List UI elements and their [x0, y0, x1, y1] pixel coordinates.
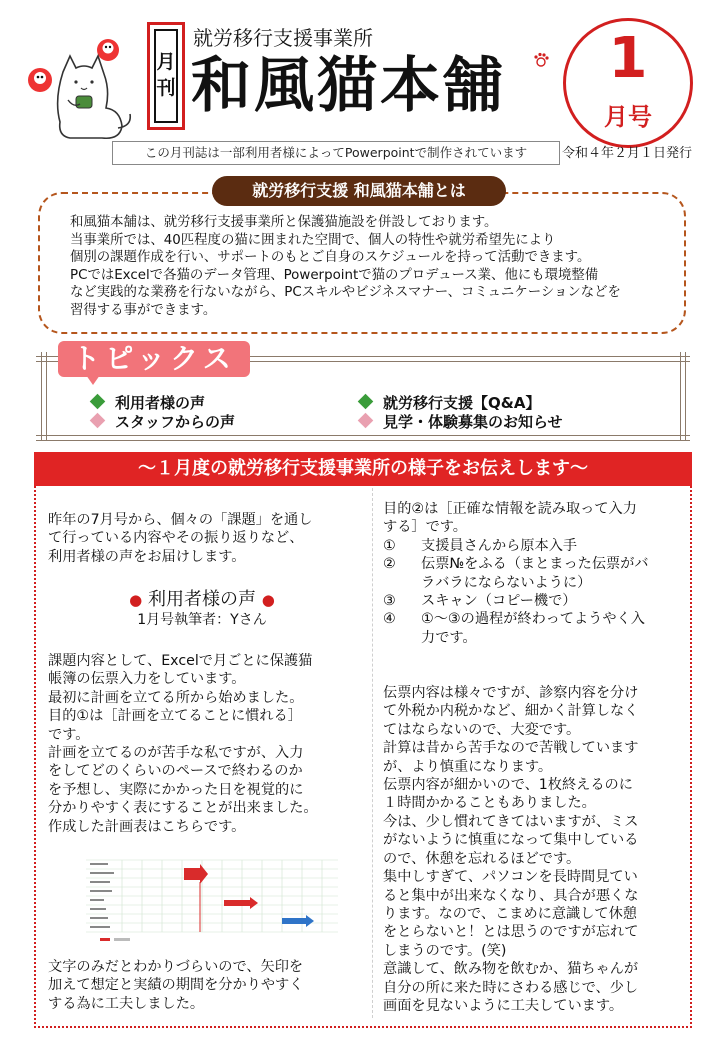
text-line: がないように慎重になって集中している [383, 832, 639, 849]
office-label: 就労移行支援事業所 [193, 26, 373, 50]
topics-rule-right [680, 352, 681, 440]
right-column-text [383, 500, 649, 1015]
about-line: 習得する事ができます。 [70, 302, 217, 318]
left-body-text [48, 652, 318, 836]
topics-rule-left [41, 352, 42, 440]
issue-number: 1 [608, 26, 648, 91]
step-number: ④ [383, 611, 396, 628]
topics-rule-right-2 [685, 352, 686, 440]
step-item-continued [383, 574, 649, 592]
step-text: ①～③の過程が終わってようやく入 [421, 611, 645, 628]
step-number: ③ [383, 593, 396, 610]
text-line: しまうのです。(笑) [383, 942, 507, 959]
step-item-continued [383, 629, 649, 647]
production-note: この月刊誌は一部利用者様によってPowerpointで制作されています [112, 141, 560, 165]
text-line: する為に工夫しました。 [48, 995, 205, 1012]
text-line: 自分の所に来た時にさわる感じで、少し [383, 979, 639, 996]
step-item [383, 610, 649, 628]
cat-mascot-illustration [18, 30, 138, 150]
text-line: 分かりやすく表にすることが出来ました。 [48, 800, 318, 817]
intro-text [48, 511, 312, 566]
left-after-chart-text [48, 958, 303, 1013]
text-line: ると集中が出来なくなり、具合が悪くな [383, 887, 639, 904]
text-line: ります。なので、こまめに意識して休憩 [383, 905, 637, 922]
step-number: ② [383, 556, 396, 573]
text-line: １時間かかることもありました。 [383, 795, 596, 812]
text-line: 加えて想定と実績の期間を分かりやすく [48, 977, 304, 994]
step-item [383, 592, 649, 610]
text-line: を予想し、実際にかかった日を視覚的に [48, 781, 304, 798]
about-body [70, 214, 680, 320]
voice-author: 1月号執筆者：Yさん [137, 612, 267, 628]
step-item [383, 537, 649, 555]
text-line: 計画を立てるのが苦手な私ですが、入力 [48, 745, 304, 762]
about-line: 個別の課題作成を行い、サポートのもとご自身のスケジュールを持って活動できます。 [70, 250, 591, 266]
step-text: 伝票№をふる（まとまった伝票がバ [421, 556, 649, 573]
step-text: 支援員さんから原本入手 [421, 537, 578, 554]
text-line: が、より慎重になります。 [383, 758, 553, 775]
text-line: 意識して、飲み物を飲むか、猫ちゃんが [383, 961, 639, 978]
topic-item-visit-info: 見学・体験募集のお知らせ [360, 411, 563, 432]
red-dot-icon: ● [261, 591, 275, 609]
topic-item-user-voice: 利用者様の声 [92, 392, 205, 413]
about-line: など実践的な業務を行ないながら、PCスキルやビジネスマナー、コミュニケーションなどを [70, 285, 621, 301]
text-line: をとらないと！とは思うのですが忘れて [383, 924, 639, 941]
text-line: 目的①は［計画を立てることに慣れる］ [48, 708, 302, 725]
text-line: 昨年の7月号から、個々の「課題」を通し [48, 512, 313, 528]
about-title: 就労移行支援 和風猫本舗とは [212, 176, 506, 206]
topics-banner [58, 341, 250, 383]
newsletter-title: 和風猫本舗 [191, 51, 506, 121]
topic-item-qa: 就労移行支援【Q&A】 [360, 392, 540, 413]
text-line: 最初に計画を立てる所から始めました。 [48, 689, 304, 706]
topics-rule-bottom-2 [36, 440, 690, 441]
text-line: する］です。 [383, 519, 467, 536]
about-line: PCではExcelで各猫のデータ管理、Powerpointで猫のプロデュース業、他にも環境整備 [70, 267, 599, 283]
diamond-bullet-icon [90, 413, 106, 429]
text-line: て行っている内容やその振り返りなど、 [48, 530, 304, 547]
topic-item-staff-voice: スタッフからの声 [92, 411, 235, 432]
text-line: 課題内容として、Excelで月ごとに保護猫 [48, 653, 313, 669]
step-number: ① [383, 537, 396, 554]
text-line: て外税か内税かなど、細かく計算しなく [383, 703, 639, 720]
text-line: 今は、少し慣れてきてはいますが、ミス [383, 813, 639, 830]
diamond-bullet-icon [358, 413, 374, 429]
text-line: 伝票内容が細かいので、1枚終えるのに [383, 777, 633, 794]
about-line: 当事業所では、40匹程度の猫に囲まれた空間で、個人の特性や就労希望先により [70, 232, 556, 248]
red-dot-icon: ● [129, 591, 143, 609]
text-line: 目的②は［正確な情報を読み取って入力 [383, 501, 637, 517]
topics-banner-text: トピックス [72, 342, 236, 375]
topics-rule-left-2 [46, 352, 47, 440]
step-text: 力です。 [421, 629, 477, 646]
section-header: ～１月度の就労移行支援事業所の様子をお伝えします～ [34, 452, 692, 486]
step-text: スキャン（コピー機で） [421, 593, 577, 610]
schedule-chart-image [86, 856, 338, 948]
text-line: 伝票内容は様々ですが、診察内容を分け [383, 685, 639, 702]
text-line: 画面を見ないように工夫しています。 [383, 997, 624, 1014]
text-line: 文字のみだとわかりづらいので、矢印を [48, 959, 304, 975]
topics-rule-bottom [36, 435, 690, 436]
text-line: 計算は昔から苦手なので苦戦しています [383, 740, 639, 757]
text-line: をしてどのくらいのペースで終わるのか [48, 763, 303, 780]
monthly-badge [147, 22, 185, 130]
diamond-bullet-icon [358, 394, 374, 410]
text-line: です。 [48, 726, 90, 743]
monthly-char-2: 刊 [156, 77, 176, 99]
issue-badge [563, 18, 693, 148]
text-line: てはならないので、大変です。 [383, 721, 581, 738]
text-line: 帳簿の伝票入力をしています。 [48, 671, 246, 688]
text-line: ので、休憩を忘れるほどです。 [383, 850, 581, 867]
monthly-char-1: 月 [156, 51, 176, 74]
voice-heading-text: 利用者様の声 [148, 589, 256, 610]
step-item [383, 555, 649, 573]
text-line: 利用者様の声をお届けします。 [48, 548, 246, 565]
about-line: 和風猫本舗は、就労移行支援事業所と保護猫施設を併設しております。 [70, 215, 498, 230]
issue-unit: 月号 [604, 103, 652, 131]
publish-date: 令和４年２月１日発行 [562, 146, 693, 161]
diamond-bullet-icon [90, 394, 106, 410]
step-text: ラバラにならないように） [421, 574, 592, 591]
paw-icon [533, 52, 549, 68]
voice-heading [44, 585, 360, 611]
column-divider [372, 488, 374, 1018]
text-line: 集中しすぎて、パソコンを長時間見てい [383, 869, 638, 886]
text-line: 作成した計画表はこちらです。 [48, 818, 246, 835]
